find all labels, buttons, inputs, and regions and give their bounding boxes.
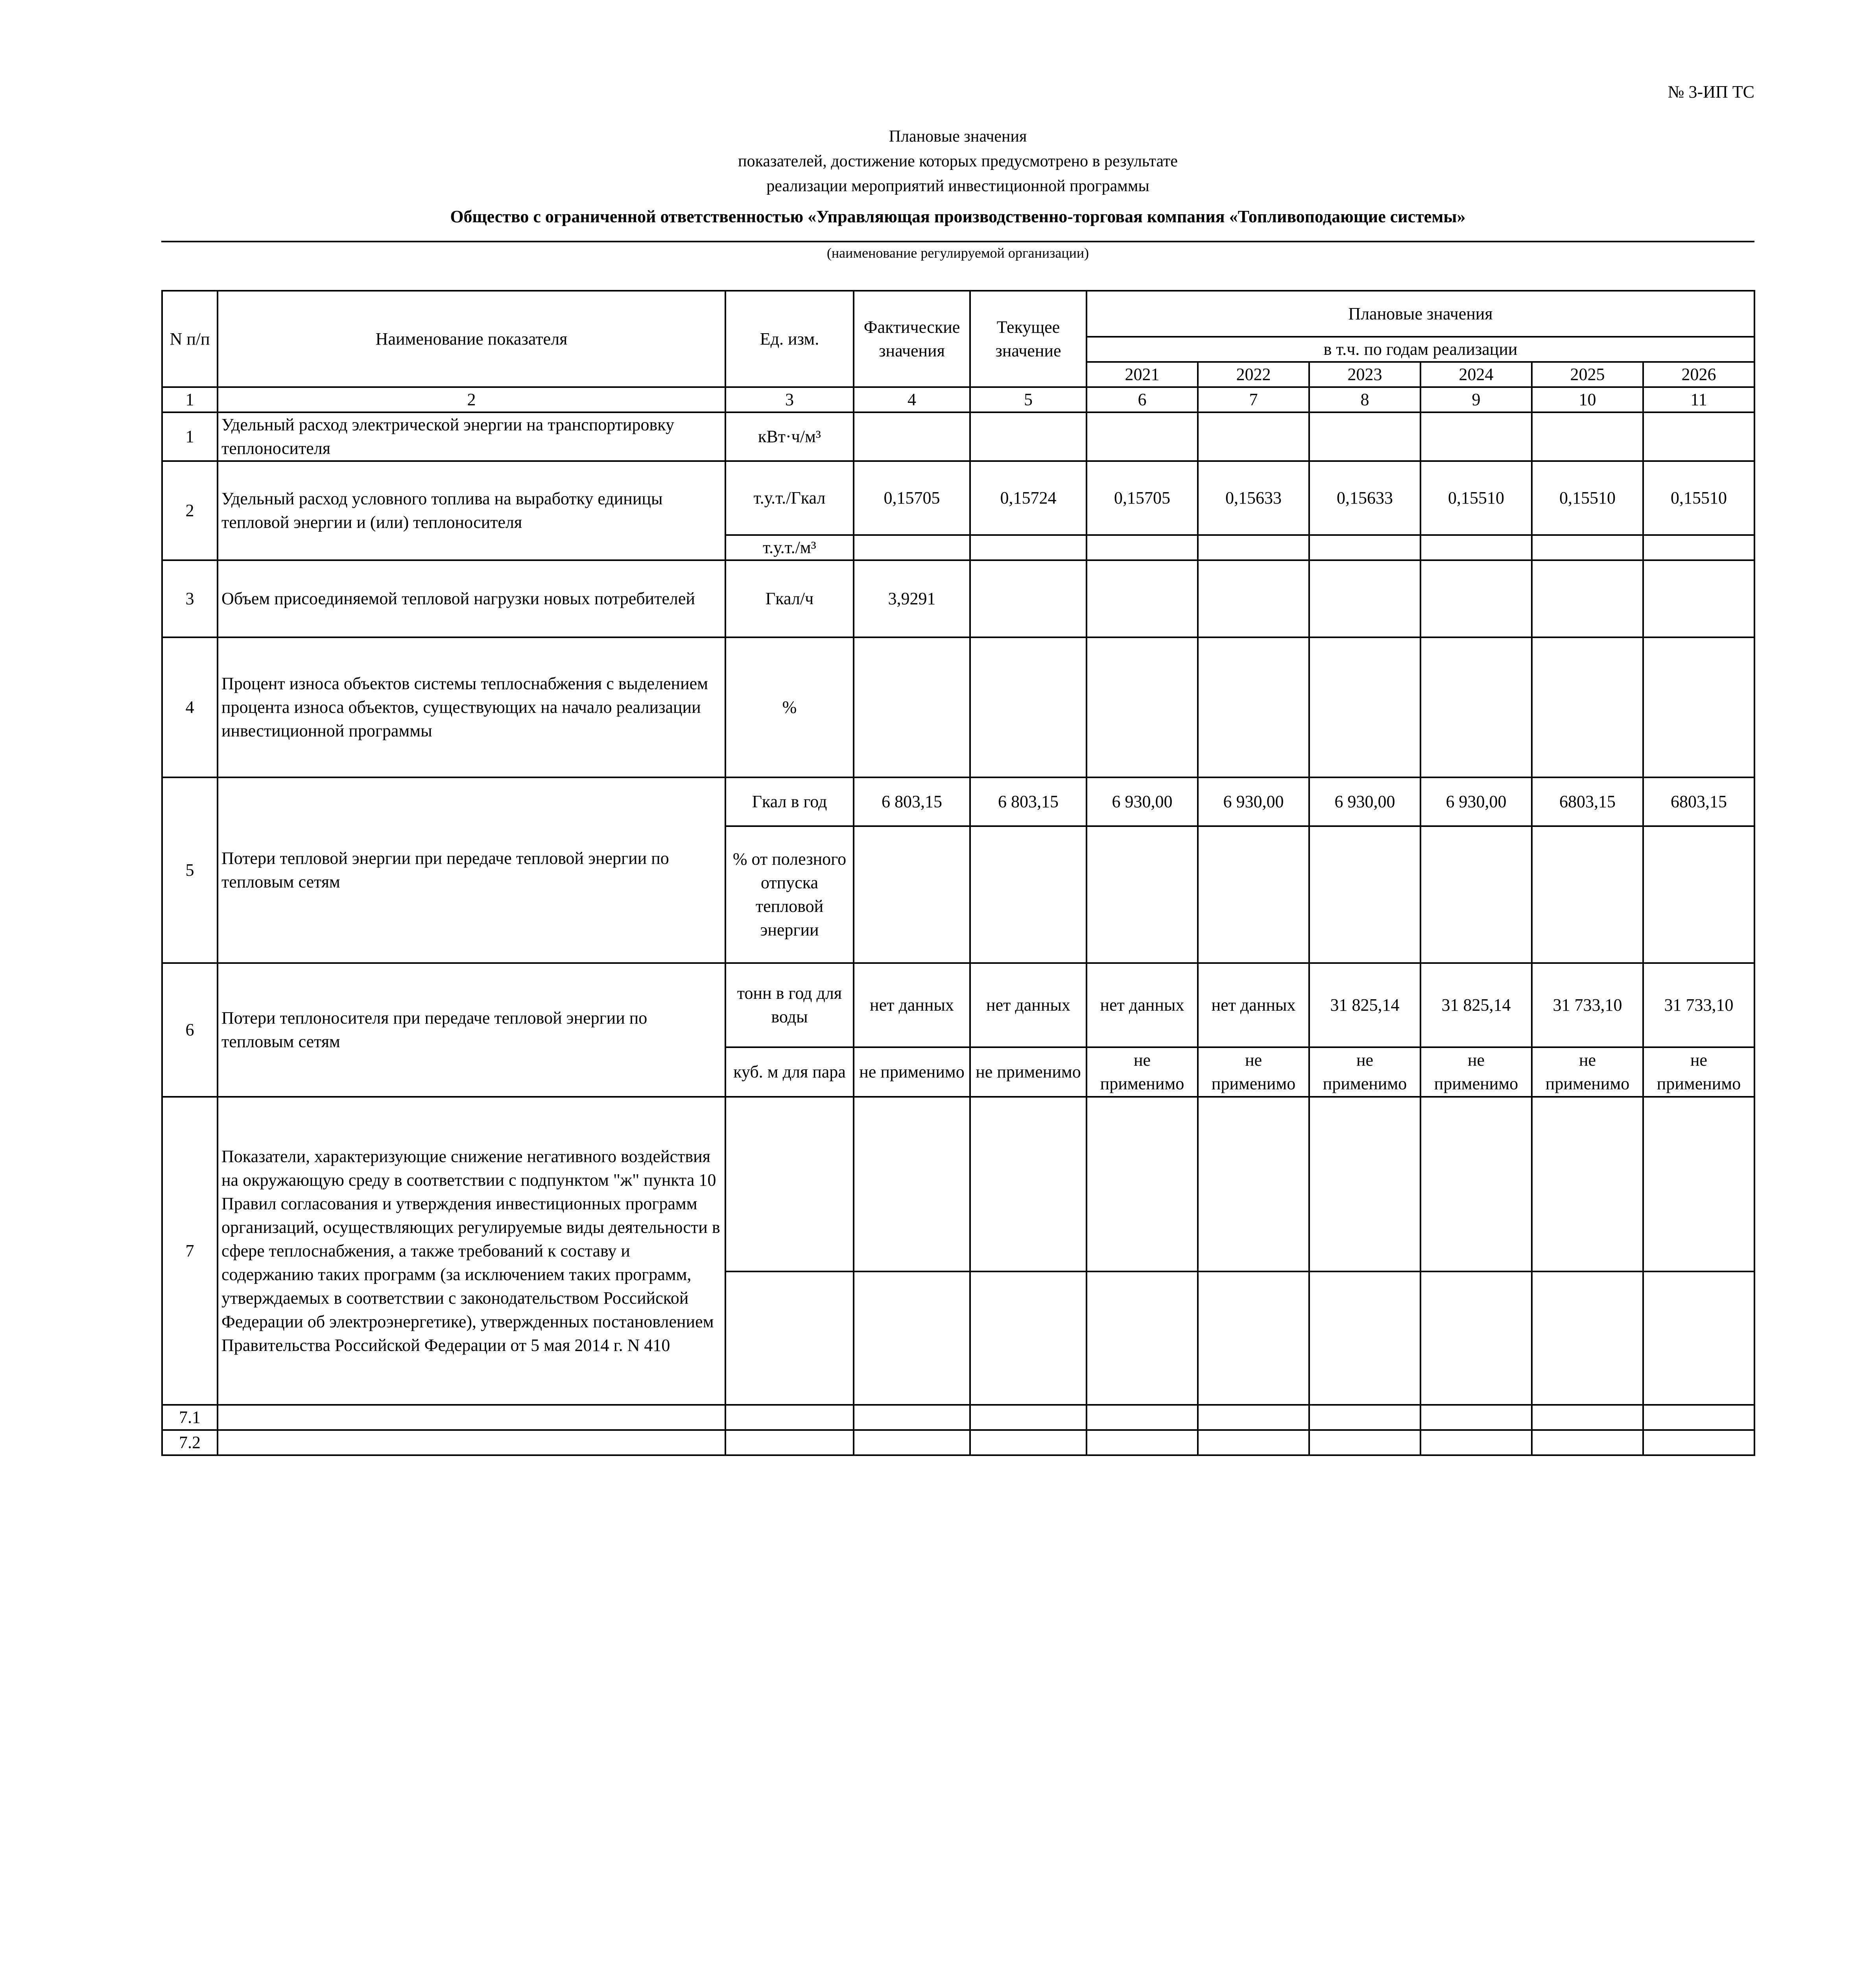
- value-cell: [1420, 1271, 1532, 1405]
- column-number: 6: [1086, 387, 1198, 412]
- column-number: 1: [162, 387, 218, 412]
- value-cell: [1643, 412, 1754, 461]
- value-cell: [1420, 1430, 1532, 1455]
- title-line-3: реализации мероприятий инвестиционной программы: [766, 177, 1149, 195]
- value-cell: 0,15633: [1198, 461, 1309, 535]
- value-cell: [1643, 826, 1754, 963]
- value-cell: 31 733,10: [1643, 963, 1754, 1047]
- value-cell: [1198, 535, 1309, 560]
- value-cell: [970, 560, 1086, 637]
- value-cell: 6 930,00: [1198, 777, 1309, 826]
- value-cell: 6 930,00: [1086, 777, 1198, 826]
- value-cell: [854, 1405, 970, 1430]
- column-number: 8: [1309, 387, 1420, 412]
- value-cell: [1309, 1271, 1420, 1405]
- unit-cell: Гкал в год: [725, 777, 854, 826]
- value-cell: [1198, 637, 1309, 777]
- header-by-years: в т.ч. по годам реализации: [1086, 337, 1754, 362]
- indicator-name: Объем присоединяемой тепловой нагрузки новых потребителей: [218, 560, 725, 637]
- unit-cell: куб. м для пара: [725, 1047, 854, 1097]
- value-cell: [970, 1405, 1086, 1430]
- value-cell: [1420, 560, 1532, 637]
- value-cell: [1420, 637, 1532, 777]
- value-cell: [854, 535, 970, 560]
- value-cell: [1198, 1430, 1309, 1455]
- form-number: № 3-ИП ТС: [1668, 82, 1754, 101]
- value-cell: не применимо: [1420, 1047, 1532, 1097]
- value-cell: [1309, 1430, 1420, 1455]
- unit-cell: т.у.т./Гкал: [725, 461, 854, 535]
- column-number: 11: [1643, 387, 1754, 412]
- value-cell: [1643, 1430, 1754, 1455]
- value-cell: [854, 1430, 970, 1455]
- table-row: [162, 560, 1754, 637]
- table-row: [162, 1430, 1754, 1455]
- value-cell: [1532, 826, 1643, 963]
- column-number: 9: [1420, 387, 1532, 412]
- value-cell: [1420, 535, 1532, 560]
- value-cell: [1643, 1097, 1754, 1271]
- row-number: 1: [162, 412, 218, 461]
- unit-cell: [725, 1405, 854, 1430]
- value-cell: 3,9291: [854, 560, 970, 637]
- indicator-name: Показатели, характеризующие снижение негативного воздействия на окружающую среду в соответствии с подпунктом "ж" пункта 10 Правил согласования и утверждения инвестиционных программ организаций, осуществляющих регулируемые виды деятельности в сфере теплоснабжения, а также требований к составу и содержанию таких программ (за исключением таких программ, утверждаемых в соответствии с законодательством Российской Федерации об электроэнергетике), утвержденных постановлением Правительства Российской Федерации от 5 мая 2014 г. N 410: [218, 1097, 725, 1405]
- title-line-1: Плановые значения: [889, 127, 1027, 146]
- value-cell: не применимо: [854, 1047, 970, 1097]
- indicator-name: [218, 1405, 725, 1430]
- value-cell: [1309, 412, 1420, 461]
- column-number: 4: [854, 387, 970, 412]
- unit-cell: [725, 1271, 854, 1405]
- unit-cell: % от полезного отпуска тепловой энергии: [725, 826, 854, 963]
- header-unit: Ед. изм.: [725, 291, 854, 387]
- value-cell: 0,15705: [1086, 461, 1198, 535]
- header-name: Наименование показателя: [218, 291, 725, 387]
- value-cell: [970, 1430, 1086, 1455]
- value-cell: [1643, 637, 1754, 777]
- unit-cell: т.у.т./м³: [725, 535, 854, 560]
- value-cell: [1532, 637, 1643, 777]
- value-cell: 0,15510: [1420, 461, 1532, 535]
- value-cell: [1532, 1405, 1643, 1430]
- value-cell: 31 733,10: [1532, 963, 1643, 1047]
- document-title: [161, 124, 1754, 199]
- value-cell: [854, 1097, 970, 1271]
- value-cell: 6 803,15: [854, 777, 970, 826]
- value-cell: [970, 1097, 1086, 1271]
- value-cell: 0,15510: [1532, 461, 1643, 535]
- value-cell: [1532, 1271, 1643, 1405]
- value-cell: [854, 637, 970, 777]
- table-row: [162, 637, 1754, 777]
- header-num: N п/п: [162, 291, 218, 387]
- column-number: 5: [970, 387, 1086, 412]
- value-cell: [854, 412, 970, 461]
- value-cell: 6803,15: [1532, 777, 1643, 826]
- column-number: 3: [725, 387, 854, 412]
- value-cell: [1086, 1271, 1198, 1405]
- value-cell: [854, 1271, 970, 1405]
- table-row: [162, 963, 1754, 1047]
- value-cell: [1643, 1271, 1754, 1405]
- value-cell: [1643, 560, 1754, 637]
- value-cell: 31 825,14: [1420, 963, 1532, 1047]
- organization-underline: [161, 241, 1754, 242]
- value-cell: нет данных: [1086, 963, 1198, 1047]
- row-number: 7: [162, 1097, 218, 1405]
- indicator-name: Удельный расход электрической энергии на транспортировку теплоносителя: [218, 412, 725, 461]
- value-cell: [1086, 535, 1198, 560]
- value-cell: [1420, 826, 1532, 963]
- value-cell: [1643, 535, 1754, 560]
- row-number: 7.2: [162, 1430, 218, 1455]
- value-cell: 6 803,15: [970, 777, 1086, 826]
- row-number: 7.1: [162, 1405, 218, 1430]
- value-cell: [1198, 1097, 1309, 1271]
- value-cell: не применимо: [1198, 1047, 1309, 1097]
- value-cell: [1532, 535, 1643, 560]
- value-cell: [1532, 1430, 1643, 1455]
- indicator-name: Удельный расход условного топлива на выработку единицы тепловой энергии и (или) теплоносителя: [218, 461, 725, 560]
- value-cell: не применимо: [970, 1047, 1086, 1097]
- title-line-2: показателей, достижение которых предусмотрено в результате: [738, 152, 1178, 170]
- value-cell: [1309, 1405, 1420, 1430]
- value-cell: [970, 826, 1086, 963]
- row-number: 6: [162, 963, 218, 1097]
- value-cell: не применимо: [1532, 1047, 1643, 1097]
- unit-cell: [725, 1097, 854, 1271]
- value-cell: [1198, 1405, 1309, 1430]
- value-cell: [1532, 412, 1643, 461]
- value-cell: 6 930,00: [1309, 777, 1420, 826]
- value-cell: [1643, 1405, 1754, 1430]
- value-cell: [1198, 560, 1309, 637]
- column-number: 7: [1198, 387, 1309, 412]
- value-cell: [1086, 637, 1198, 777]
- unit-cell: Гкал/ч: [725, 560, 854, 637]
- organization-name: Общество с ограниченной ответственностью «Управляющая производственно-торговая компания «Топливоподающие системы»: [450, 207, 1466, 226]
- table-row: [162, 412, 1754, 461]
- unit-cell: [725, 1430, 854, 1455]
- value-cell: [1532, 1097, 1643, 1271]
- indicator-name: Потери тепловой энергии при передаче тепловой энергии по тепловым сетям: [218, 777, 725, 963]
- header-year: 2025: [1532, 362, 1643, 387]
- value-cell: [1309, 1097, 1420, 1271]
- value-cell: 6803,15: [1643, 777, 1754, 826]
- value-cell: [1420, 1097, 1532, 1271]
- value-cell: 0,15510: [1643, 461, 1754, 535]
- value-cell: [1198, 826, 1309, 963]
- value-cell: [1198, 1271, 1309, 1405]
- value-cell: [1309, 826, 1420, 963]
- value-cell: 0,15633: [1309, 461, 1420, 535]
- table-row: [162, 1097, 1754, 1271]
- value-cell: не применимо: [1086, 1047, 1198, 1097]
- value-cell: [970, 412, 1086, 461]
- value-cell: [1309, 560, 1420, 637]
- value-cell: [1532, 560, 1643, 637]
- value-cell: [1086, 412, 1198, 461]
- value-cell: [970, 1271, 1086, 1405]
- row-number: 3: [162, 560, 218, 637]
- value-cell: 0,15705: [854, 461, 970, 535]
- header-year: 2021: [1086, 362, 1198, 387]
- value-cell: 31 825,14: [1309, 963, 1420, 1047]
- value-cell: [1086, 560, 1198, 637]
- unit-cell: тонн в год для воды: [725, 963, 854, 1047]
- value-cell: [854, 826, 970, 963]
- value-cell: [1420, 412, 1532, 461]
- value-cell: [970, 637, 1086, 777]
- value-cell: [1086, 826, 1198, 963]
- value-cell: [1309, 535, 1420, 560]
- row-number: 2: [162, 461, 218, 560]
- header-actual: Фактические значения: [854, 291, 970, 387]
- indicators-table: [161, 290, 1755, 1456]
- value-cell: не применимо: [1309, 1047, 1420, 1097]
- value-cell: 6 930,00: [1420, 777, 1532, 826]
- header-year: 2026: [1643, 362, 1754, 387]
- table-row: [162, 777, 1754, 826]
- unit-cell: %: [725, 637, 854, 777]
- header-year: 2022: [1198, 362, 1309, 387]
- value-cell: 0,15724: [970, 461, 1086, 535]
- value-cell: [970, 535, 1086, 560]
- table-row: [162, 1405, 1754, 1430]
- column-number: 10: [1532, 387, 1643, 412]
- indicator-name: Процент износа объектов системы теплоснабжения с выделением процента износа объектов, существующих на начало реализации инвестиционной программы: [218, 637, 725, 777]
- value-cell: не применимо: [1643, 1047, 1754, 1097]
- value-cell: [1420, 1405, 1532, 1430]
- column-number: 2: [218, 387, 725, 412]
- value-cell: [1086, 1430, 1198, 1455]
- header-planned: Плановые значения: [1086, 291, 1754, 337]
- row-number: 4: [162, 637, 218, 777]
- organization-caption: (наименование регулируемой организации): [826, 245, 1089, 261]
- value-cell: [1198, 412, 1309, 461]
- unit-cell: кВт·ч/м³: [725, 412, 854, 461]
- indicator-name: [218, 1430, 725, 1455]
- value-cell: [1086, 1097, 1198, 1271]
- table-row: [162, 461, 1754, 535]
- value-cell: нет данных: [970, 963, 1086, 1047]
- header-year: 2024: [1420, 362, 1532, 387]
- header-current: Текущее значение: [970, 291, 1086, 387]
- indicator-name: Потери теплоносителя при передаче тепловой энергии по тепловым сетям: [218, 963, 725, 1097]
- header-year: 2023: [1309, 362, 1420, 387]
- row-number: 5: [162, 777, 218, 963]
- value-cell: [1086, 1405, 1198, 1430]
- value-cell: [1309, 637, 1420, 777]
- value-cell: нет данных: [1198, 963, 1309, 1047]
- value-cell: нет данных: [854, 963, 970, 1047]
